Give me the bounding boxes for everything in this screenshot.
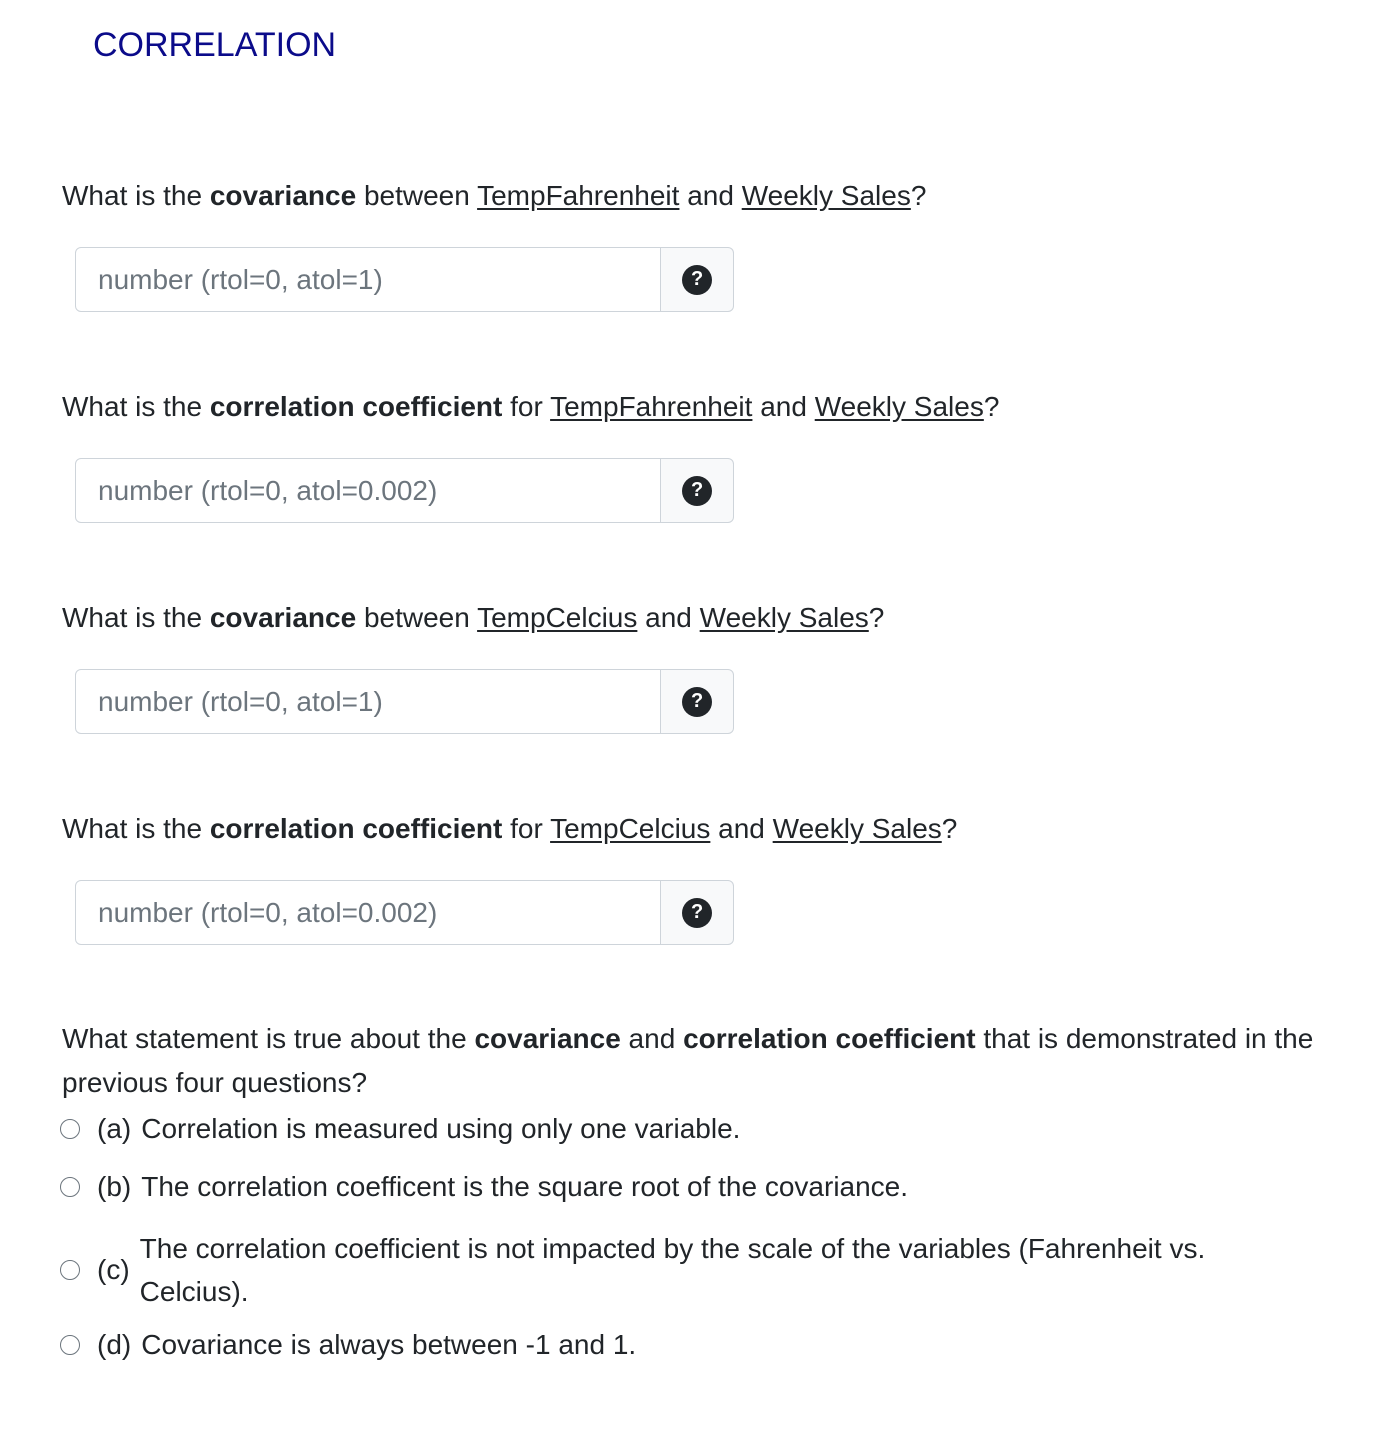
question-1-text	[62, 174, 926, 218]
question-help-icon: ?	[682, 476, 712, 506]
option-text: The correlation coefficient is not impacted by the scale of the variables (Fahrenheit vs. Celcius).	[139, 1233, 1206, 1307]
mc-text-1: What statement is true about the	[62, 1023, 475, 1054]
question-3-help-button[interactable]	[661, 669, 734, 734]
radio-button-d[interactable]	[60, 1335, 80, 1355]
q4-mid: for	[502, 813, 551, 844]
question-4-text	[62, 807, 957, 851]
question-2-text	[62, 385, 999, 429]
option-c[interactable]	[60, 1227, 1280, 1313]
q2-mid: for	[502, 391, 551, 422]
option-text: The correlation coefficent is the square root of the covariance.	[141, 1171, 909, 1202]
option-b[interactable]	[60, 1171, 908, 1203]
q4-variable-2: Weekly Sales	[772, 813, 942, 844]
mc-bold-2: correlation coefficient	[683, 1023, 976, 1054]
mc-bold-1: covariance	[474, 1023, 621, 1054]
question-1-help-button[interactable]	[661, 247, 734, 312]
q4-end: ?	[941, 813, 958, 844]
question-2-help-button[interactable]	[661, 458, 734, 523]
option-text: Correlation is measured using only one variable.	[141, 1113, 741, 1144]
radio-button-a[interactable]	[60, 1119, 80, 1139]
q4-and: and	[710, 813, 773, 844]
option-d[interactable]	[60, 1329, 636, 1361]
mc-text-2: and	[620, 1023, 684, 1054]
question-help-icon: ?	[682, 898, 712, 928]
mc-text-3: that is demonstrated in the previous four questions?	[62, 1023, 1314, 1098]
question-3-answer-input[interactable]	[75, 669, 661, 734]
q1-end: ?	[910, 180, 927, 211]
q2-pre: What is the	[62, 391, 210, 422]
option-letter: (d)	[97, 1329, 132, 1360]
q3-and: and	[637, 602, 700, 633]
q2-end: ?	[983, 391, 1000, 422]
multiple-choice-question-text	[62, 1017, 1322, 1105]
q4-pre: What is the	[62, 813, 210, 844]
q3-end: ?	[868, 602, 885, 633]
q3-bold-term: covariance	[209, 602, 357, 633]
question-1-input-group	[75, 247, 734, 312]
question-2-input-group	[75, 458, 734, 523]
option-letter: (a)	[97, 1113, 132, 1144]
question-1-answer-input[interactable]	[75, 247, 661, 312]
q1-variable-1: TempFahrenheit	[477, 180, 680, 211]
question-4-input-group	[75, 880, 734, 945]
question-3-input-group	[75, 669, 734, 734]
q4-bold-term: correlation coefficient	[209, 813, 503, 844]
q1-variable-2: Weekly Sales	[741, 180, 911, 211]
q1-mid: between	[356, 180, 478, 211]
q2-and: and	[752, 391, 815, 422]
q3-pre: What is the	[62, 602, 210, 633]
option-letter: (b)	[97, 1171, 132, 1202]
question-help-icon: ?	[682, 265, 712, 295]
question-4-help-button[interactable]	[661, 880, 734, 945]
question-3-text	[62, 596, 884, 640]
q1-and: and	[679, 180, 742, 211]
option-a[interactable]	[60, 1113, 740, 1145]
q1-bold-term: covariance	[209, 180, 357, 211]
q3-variable-1: TempCelcius	[477, 602, 638, 633]
question-help-icon: ?	[682, 687, 712, 717]
q2-bold-term: correlation coefficient	[209, 391, 503, 422]
radio-button-c[interactable]	[60, 1260, 80, 1280]
page-title: CORRELATION	[93, 26, 337, 64]
question-2-answer-input[interactable]	[75, 458, 661, 523]
q3-variable-2: Weekly Sales	[699, 602, 869, 633]
q3-mid: between	[356, 602, 478, 633]
radio-button-b[interactable]	[60, 1177, 80, 1197]
q1-pre: What is the	[62, 180, 210, 211]
q2-variable-2: Weekly Sales	[814, 391, 984, 422]
option-letter: (c)	[97, 1254, 130, 1285]
q2-variable-1: TempFahrenheit	[550, 391, 753, 422]
q4-variable-1: TempCelcius	[550, 813, 711, 844]
question-4-answer-input[interactable]	[75, 880, 661, 945]
option-text: Covariance is always between -1 and 1.	[141, 1329, 637, 1360]
